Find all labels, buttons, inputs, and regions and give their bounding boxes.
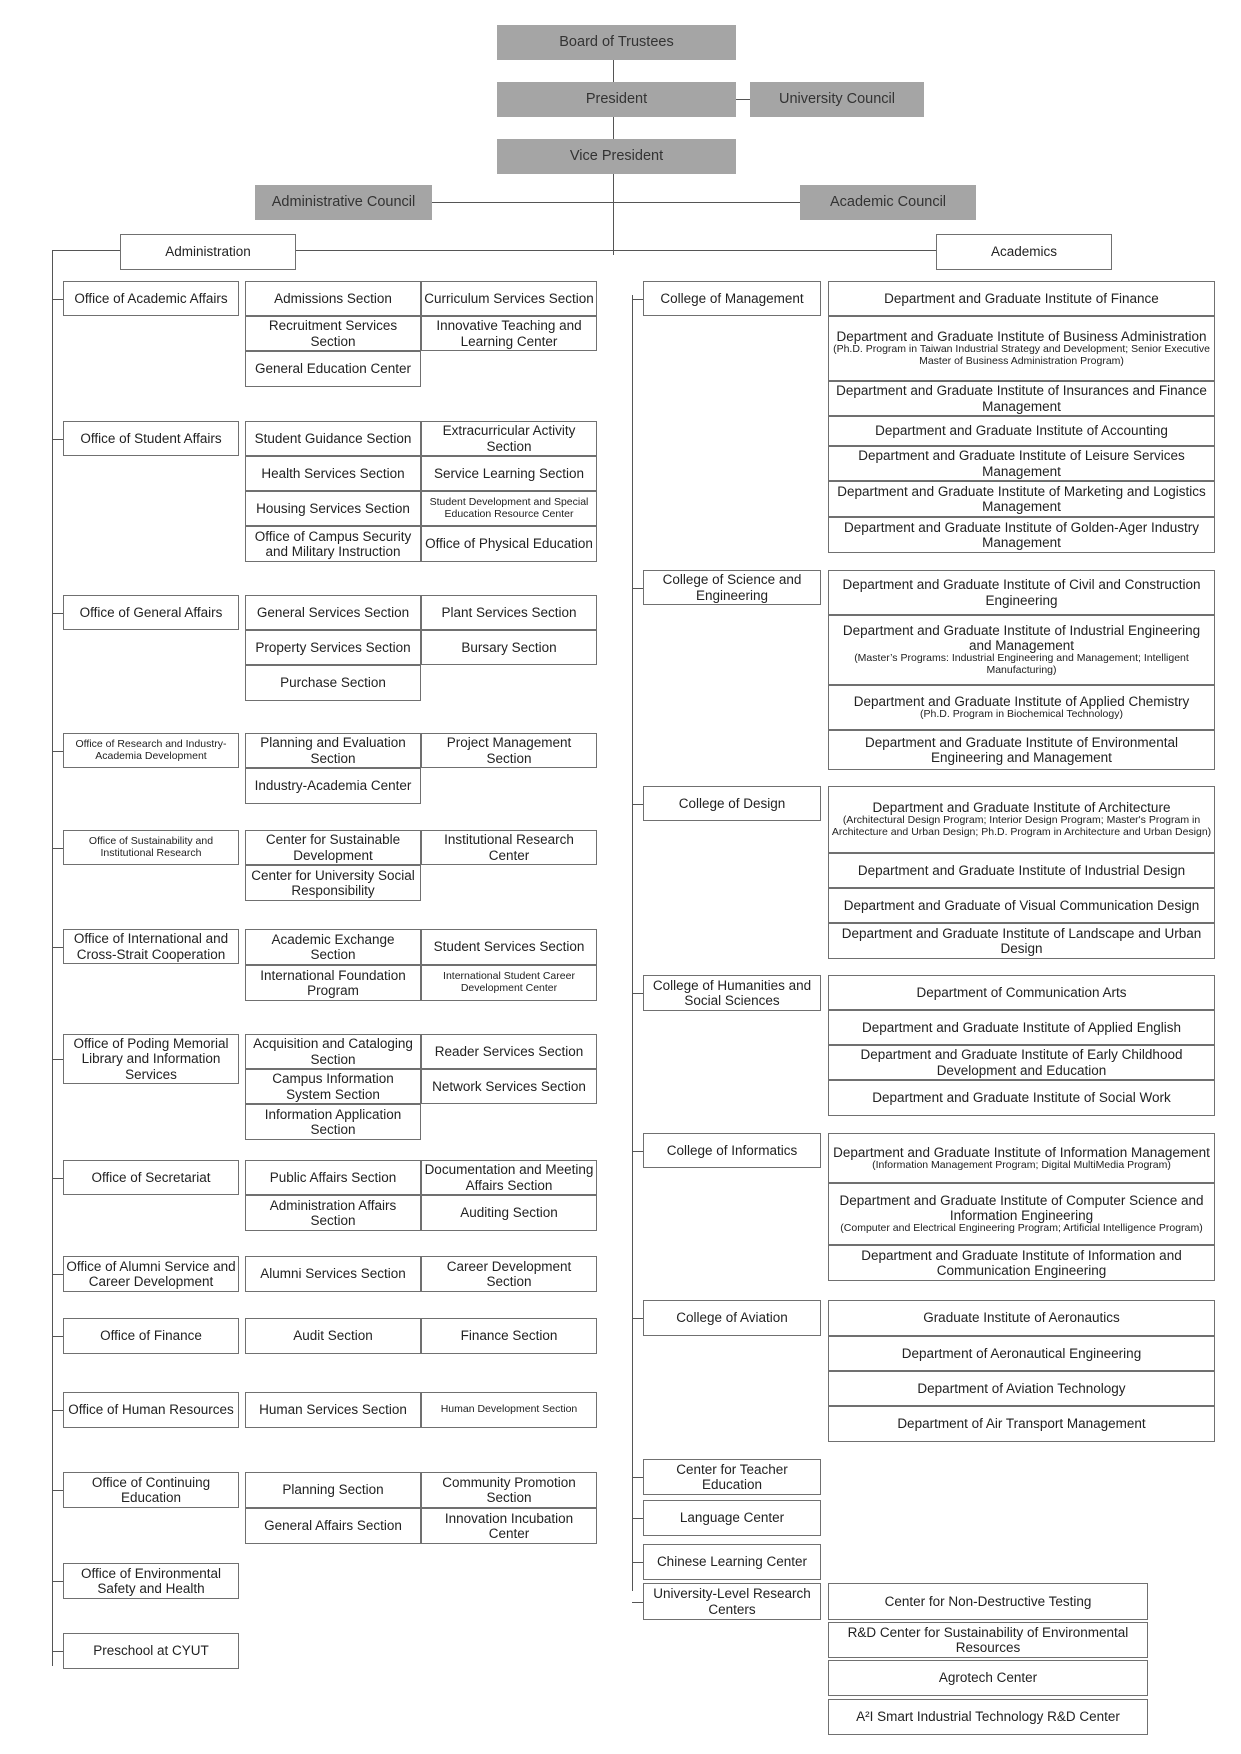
unit-network-services-section-label: Network Services Section [432,1078,586,1094]
unit-general-services-section-label: General Services Section [256,604,410,620]
dept-department-and-graduate-institute-of-golden-ager-industry-management-label: Department and Graduate Institute of Golden-Ager Industry Management [844,519,1199,550]
unit-plant-services-section [421,595,597,630]
unit-health-services-section-label: Health Services Section [261,465,405,481]
college-college-of-aviation-label: College of Aviation [676,1310,788,1326]
admin-trunk [52,250,53,1666]
college-connector [632,1562,643,1563]
dept-department-and-graduate-institute-of-applied-chemistry-label: Department and Graduate Institute of Applied Chemistry [853,694,1190,710]
dept-department-and-graduate-institute-of-applied-english-label: Department and Graduate Institute of Applied English [862,1019,1181,1035]
dept-graduate-institute-of-aeronautics [828,1300,1215,1336]
unit-student-development-and-special-education-resource-center [421,491,597,526]
unit-auditing-section-label: Auditing Section [460,1205,558,1221]
unit-admissions-section-label: Admissions Section [274,290,392,306]
unit-general-affairs-section-label: General Affairs Section [264,1518,402,1534]
unit-project-management-section [421,733,597,768]
office-connector [52,439,63,440]
office-office-of-student-affairs-label: Office of Student Affairs [80,430,222,446]
unit-planning-and-evaluation-section-label: Planning and Evaluation Section [260,735,406,766]
board-of-trustees-label: Board of Trustees [559,34,674,51]
unit-center-for-sustainable-development [245,830,421,865]
unit-purchase-section-label: Purchase Section [280,675,386,691]
dept-agrotech-center-label: Agrotech Center [938,1670,1038,1686]
unit-academic-exchange-section-label: Academic Exchange Section [271,931,395,962]
council-connector [736,99,750,100]
vice-president [497,139,736,174]
dept-department-and-graduate-institute-of-industrial-engineering-and-management [828,615,1215,685]
unit-community-promotion-section-label: Community Promotion Section [442,1474,576,1505]
dept-department-and-graduate-institute-of-computer-science-and-information-engineering-note: (Computer and Electrical Engineering Program; Artificial Intelligence Program) [840,1222,1203,1235]
unit-documentation-and-meeting-affairs-section [421,1160,597,1195]
dept-department-and-graduate-institute-of-environmental-engineering-and-management-label: Department and Graduate Institute of Environmental Engineering and Management [865,734,1178,765]
dept-department-and-graduate-institute-of-civil-and-construction-engineering-label: Department and Graduate Institute of Civil and Construction Engineering [842,577,1201,608]
office-connector [52,848,63,849]
unit-property-services-section-label: Property Services Section [255,639,411,655]
unit-recruitment-services-section-label: Recruitment Services Section [268,318,398,349]
dept-r-d-center-for-sustainability-of-environmental-resources [828,1622,1148,1658]
dept-department-and-graduate-institute-of-business-administration-label: Department and Graduate Institute of Business Administration [836,329,1207,345]
office-office-of-finance-label: Office of Finance [100,1328,202,1344]
college-university-level-research-centers-label: University-Level Research Centers [653,1586,811,1617]
office-connector [52,1490,63,1491]
office-preschool-at-cyut-label: Preschool at CYUT [93,1643,209,1659]
office-office-of-environmental-safety-and-health-label: Office of Environmental Safety and Health [80,1565,222,1596]
college-connector [632,804,643,805]
dept-agrotech-center [828,1660,1148,1696]
unit-campus-information-system-section [245,1069,421,1104]
dept-department-and-graduate-institute-of-information-management-note: (Information Management Program; Digital MultiMedia Program) [872,1158,1171,1171]
college-college-of-science-and-engineering-label: College of Science and Engineering [662,572,802,603]
unit-documentation-and-meeting-affairs-section-label: Documentation and Meeting Affairs Section [424,1162,594,1193]
unit-international-student-career-development-center-label: International Student Career Development Center [443,970,575,994]
college-connector [632,993,643,994]
dept-department-and-graduate-institute-of-business-administration [828,316,1215,381]
unit-office-of-campus-security-and-military-instruction-label: Office of Campus Security and Military Instruction [254,528,412,559]
dept-department-and-graduate-institute-of-early-childhood-development-and-education [828,1045,1215,1080]
administration-branch-label: Administration [165,244,251,260]
dept-department-and-graduate-institute-of-industrial-engineering-and-management-label: Department and Graduate Institute of Industrial Engineering and Management [842,623,1201,654]
dept-department-of-communication-arts [828,975,1215,1010]
office-office-of-human-resources-label: Office of Human Resources [68,1402,234,1418]
unit-innovative-teaching-and-learning-center-label: Innovative Teaching and Learning Center [436,318,582,349]
dept-department-and-graduate-institute-of-early-childhood-development-and-education-label: Department and Graduate Institute of Early Childhood Development and Education [860,1047,1183,1078]
unit-planning-section-label: Planning Section [282,1482,384,1498]
college-center-for-teacher-education [643,1459,821,1495]
unit-student-development-and-special-education-resource-center-label: Student Development and Special Education Resource Center [429,495,589,520]
unit-project-management-section-label: Project Management Section [446,735,572,766]
office-office-of-poding-memorial-library-and-information-services-label: Office of Poding Memorial Library and Information Services [73,1036,229,1082]
college-chinese-learning-center [643,1544,821,1580]
unit-plant-services-section-label: Plant Services Section [441,604,577,620]
dept-department-and-graduate-institute-of-applied-chemistry [828,685,1215,730]
dept-department-and-graduate-institute-of-social-work-label: Department and Graduate Institute of Social Work [872,1090,1171,1106]
office-office-of-alumni-service-and-career-development-label: Office of Alumni Service and Career Development [66,1258,236,1289]
office-office-of-environmental-safety-and-health [63,1563,239,1599]
dept-center-for-non-destructive-testing-label: Center for Non-Destructive Testing [884,1593,1092,1609]
vice-president-label: Vice President [569,148,664,165]
dept-department-of-aviation-technology [828,1371,1215,1406]
dept-department-and-graduate-institute-of-landscape-and-urban-design-label: Department and Graduate Institute of Landscape and Urban Design [841,925,1202,956]
board-of-trustees [497,25,736,60]
unit-bursary-section [421,630,597,665]
unit-general-education-center-label: General Education Center [254,361,412,377]
unit-career-development-section-label: Career Development Section [446,1258,572,1289]
dept-graduate-institute-of-aeronautics-label: Graduate Institute of Aeronautics [923,1310,1120,1326]
dept-a-i-smart-industrial-technology-r-d-center-label: A²I Smart Industrial Technology R&D Center [856,1709,1120,1725]
unit-housing-services-section [245,491,421,526]
unit-reader-services-section [421,1034,597,1069]
unit-housing-services-section-label: Housing Services Section [256,500,410,516]
unit-alumni-services-section [245,1256,421,1292]
college-chinese-learning-center-label: Chinese Learning Center [656,1554,808,1570]
office-office-of-student-affairs [63,421,239,456]
unit-health-services-section [245,456,421,491]
dept-department-and-graduate-institute-of-finance [828,281,1215,316]
unit-student-services-section-label: Student Services Section [433,939,585,955]
dept-department-and-graduate-institute-of-marketing-and-logistics-management [828,481,1215,517]
unit-bursary-section-label: Bursary Section [461,639,557,655]
unit-planning-section [245,1472,421,1508]
college-college-of-design-label: College of Design [678,795,786,811]
dept-department-and-graduate-institute-of-applied-chemistry-note: (Ph.D. Program in Biochemical Technology) [920,708,1123,721]
unit-career-development-section [421,1256,597,1292]
dept-department-and-graduate-institute-of-golden-ager-industry-management [828,517,1215,553]
dept-department-and-graduate-institute-of-information-and-communication-engineering [828,1245,1215,1281]
office-office-of-research-and-industry-academia-development-label: Office of Research and Industry-Academia Development [75,737,227,762]
academics-branch-label: Academics [990,244,1058,260]
university-council-label: University Council [778,91,896,108]
unit-human-services-section [245,1392,421,1428]
unit-purchase-section [245,665,421,701]
unit-extracurricular-activity-section-label: Extracurricular Activity Section [442,423,576,454]
dept-department-and-graduate-institute-of-architecture-note: (Architectural Design Program; Interior Design Program; Master's Program in Architecture and Urban Design; Ph.D. Program in Architecture and Urban Design) [831,814,1212,839]
office-connector [52,1651,63,1652]
unit-office-of-physical-education [421,526,597,562]
unit-student-services-section [421,929,597,965]
unit-curriculum-services-section [421,281,597,316]
unit-recruitment-services-section [245,316,421,351]
academic-council [800,185,976,220]
dept-department-and-graduate-of-visual-communication-design-label: Department and Graduate of Visual Communication Design [843,897,1200,913]
dept-department-of-aeronautical-engineering [828,1336,1215,1371]
college-college-of-management-label: College of Management [660,290,804,306]
unit-institutional-research-center [421,830,597,865]
office-connector [52,751,63,752]
office-connector [52,1336,63,1337]
office-office-of-general-affairs-label: Office of General Affairs [79,604,223,620]
admin-branch-connector [52,250,120,251]
college-college-of-humanities-and-social-sciences [643,975,821,1011]
administrative-council-label: Administrative Council [271,194,416,211]
office-office-of-general-affairs [63,595,239,630]
office-office-of-secretariat [63,1160,239,1195]
unit-extracurricular-activity-section [421,421,597,456]
dept-department-and-graduate-institute-of-civil-and-construction-engineering [828,570,1215,615]
unit-academic-exchange-section [245,929,421,965]
unit-office-of-campus-security-and-military-instruction [245,526,421,562]
college-center-for-teacher-education-label: Center for Teacher Education [676,1461,788,1492]
dept-department-and-graduate-institute-of-insurances-and-finance-management [828,381,1215,416]
unit-auditing-section [421,1195,597,1231]
unit-curriculum-services-section-label: Curriculum Services Section [424,290,594,306]
dept-a-i-smart-industrial-technology-r-d-center [828,1699,1148,1735]
dept-department-and-graduate-institute-of-social-work [828,1080,1215,1116]
unit-student-guidance-section-label: Student Guidance Section [254,430,412,446]
college-connector [632,299,643,300]
college-college-of-informatics-label: College of Informatics [666,1142,798,1158]
dept-department-and-graduate-institute-of-industrial-engineering-and-management-note: (Master’s Programs: Industrial Engineering and Management; Intelligent Manufacturing) [854,652,1189,677]
unit-information-application-section-label: Information Application Section [264,1106,402,1137]
dept-department-and-graduate-institute-of-accounting [828,416,1215,446]
unit-public-affairs-section [245,1160,421,1195]
unit-service-learning-section [421,456,597,491]
unit-innovative-teaching-and-learning-center [421,316,597,351]
office-office-of-academic-affairs [63,281,239,316]
college-college-of-management [643,281,821,316]
dept-department-and-graduate-institute-of-environmental-engineering-and-management [828,730,1215,770]
office-office-of-human-resources [63,1392,239,1428]
unit-planning-and-evaluation-section [245,733,421,768]
unit-information-application-section [245,1104,421,1140]
unit-center-for-sustainable-development-label: Center for Sustainable Development [265,832,401,863]
dept-department-and-graduate-institute-of-information-and-communication-engineering-label: Department and Graduate Institute of Information and Communication Engineering [861,1247,1182,1278]
college-college-of-science-and-engineering [643,570,821,605]
office-connector [52,1178,63,1179]
unit-general-education-center [245,351,421,387]
office-office-of-finance [63,1318,239,1354]
office-connector [52,1581,63,1582]
college-university-level-research-centers [643,1583,821,1620]
unit-international-student-career-development-center [421,965,597,1001]
unit-admissions-section [245,281,421,316]
university-council [750,82,924,117]
unit-human-development-section [421,1392,597,1428]
unit-student-guidance-section [245,421,421,456]
academics-branch [936,234,1112,270]
college-connector [632,1151,643,1152]
dept-department-and-graduate-institute-of-information-management-label: Department and Graduate Institute of Information Management [833,1144,1210,1160]
college-college-of-design [643,786,821,821]
office-office-of-academic-affairs-label: Office of Academic Affairs [74,290,228,306]
office-office-of-alumni-service-and-career-development [63,1256,239,1292]
college-language-center-label: Language Center [679,1510,785,1526]
unit-audit-section-label: Audit Section [293,1328,373,1344]
dept-department-and-graduate-institute-of-industrial-design [828,853,1215,888]
office-office-of-research-and-industry-academia-development [63,733,239,768]
office-connector [52,947,63,948]
unit-office-of-physical-education-label: Office of Physical Education [425,536,593,552]
unit-acquisition-and-cataloging-section-label: Acquisition and Cataloging Section [253,1036,413,1067]
office-preschool-at-cyut [63,1633,239,1669]
unit-center-for-university-social-responsibility [245,865,421,901]
dept-r-d-center-for-sustainability-of-environmental-resources-label: R&D Center for Sustainability of Environmental Resources [847,1624,1129,1655]
unit-administration-affairs-section [245,1195,421,1231]
council-row-connector [432,202,800,203]
college-connector [632,1602,643,1603]
dept-department-and-graduate-institute-of-finance-label: Department and Graduate Institute of Finance [884,290,1159,306]
college-language-center [643,1500,821,1536]
dept-department-and-graduate-of-visual-communication-design [828,888,1215,923]
unit-industry-academia-center-label: Industry-Academia Center [254,778,412,794]
office-office-of-sustainability-and-institutional-research-label: Office of Sustainability and Institutional Research [88,834,214,859]
office-office-of-continuing-education [63,1472,239,1508]
dept-department-and-graduate-institute-of-insurances-and-finance-management-label: Department and Graduate Institute of Insurances and Finance Management [836,383,1207,414]
dept-department-and-graduate-institute-of-information-management [828,1133,1215,1183]
dept-center-for-non-destructive-testing [828,1583,1148,1620]
office-office-of-continuing-education-label: Office of Continuing Education [91,1474,211,1505]
administrative-council [255,185,432,220]
dept-department-and-graduate-institute-of-architecture [828,786,1215,853]
unit-international-foundation-program-label: International Foundation Program [260,967,406,998]
unit-international-foundation-program [245,965,421,1001]
dept-department-and-graduate-institute-of-landscape-and-urban-design [828,923,1215,959]
office-connector [52,613,63,614]
college-college-of-aviation [643,1300,821,1336]
office-connector [52,1274,63,1275]
unit-institutional-research-center-label: Institutional Research Center [444,832,574,863]
unit-human-services-section-label: Human Services Section [259,1402,407,1418]
dept-department-and-graduate-institute-of-business-administration-note: (Ph.D. Program in Taiwan Industrial Strategy and Development; Senior Executive Master of Business Administration Program) [833,343,1210,368]
unit-finance-section [421,1318,597,1354]
branch-connector [296,250,938,251]
unit-audit-section [245,1318,421,1354]
unit-community-promotion-section [421,1472,597,1508]
unit-center-for-university-social-responsibility-label: Center for University Social Responsibility [251,867,415,898]
president-label: President [585,91,648,108]
office-connector [52,1059,63,1060]
dept-department-of-communication-arts-label: Department of Communication Arts [916,984,1127,1000]
unit-finance-section-label: Finance Section [460,1328,558,1344]
dept-department-and-graduate-institute-of-industrial-design-label: Department and Graduate Institute of Industrial Design [857,862,1186,878]
unit-innovation-incubation-center [421,1508,597,1544]
dept-department-and-graduate-institute-of-computer-science-and-information-engineering-label: Department and Graduate Institute of Computer Science and Information Engineering [839,1193,1204,1224]
dept-department-and-graduate-institute-of-architecture-label: Department and Graduate Institute of Architecture [872,800,1171,816]
unit-administration-affairs-section-label: Administration Affairs Section [269,1197,397,1228]
unit-general-affairs-section [245,1508,421,1544]
college-connector [632,1318,643,1319]
dept-department-of-aviation-technology-label: Department of Aviation Technology [917,1380,1126,1396]
unit-reader-services-section-label: Reader Services Section [434,1043,584,1059]
office-office-of-secretariat-label: Office of Secretariat [91,1169,211,1185]
unit-campus-information-system-section-label: Campus Information System Section [272,1071,394,1102]
unit-industry-academia-center [245,768,421,804]
office-office-of-international-and-cross-strait-cooperation-label: Office of International and Cross-Strait Cooperation [73,931,229,962]
unit-property-services-section [245,630,421,665]
office-connector [52,1410,63,1411]
dept-department-and-graduate-institute-of-accounting-label: Department and Graduate Institute of Accounting [875,423,1168,439]
college-college-of-humanities-and-social-sciences-label: College of Humanities and Social Sciences [652,977,812,1008]
unit-public-affairs-section-label: Public Affairs Section [269,1169,397,1185]
office-office-of-poding-memorial-library-and-information-services [63,1034,239,1084]
unit-acquisition-and-cataloging-section [245,1034,421,1069]
unit-general-services-section [245,595,421,630]
unit-innovation-incubation-center-label: Innovation Incubation Center [444,1510,574,1541]
dept-department-and-graduate-institute-of-leisure-services-management-label: Department and Graduate Institute of Leisure Services Management [858,448,1185,479]
academic-council-label: Academic Council [829,194,947,211]
college-connector [632,1477,643,1478]
dept-department-of-air-transport-management [828,1406,1215,1442]
office-office-of-sustainability-and-institutional-research [63,830,239,865]
dept-department-of-aeronautical-engineering-label: Department of Aeronautical Engineering [901,1345,1142,1361]
college-college-of-informatics [643,1133,821,1168]
college-connector [632,1518,643,1519]
president [497,82,736,117]
administration-branch [120,234,296,270]
unit-service-learning-section-label: Service Learning Section [433,465,585,481]
academic-trunk [632,295,633,1591]
dept-department-and-graduate-institute-of-applied-english [828,1010,1215,1045]
office-connector [52,299,63,300]
college-connector [632,588,643,589]
office-office-of-international-and-cross-strait-cooperation [63,929,239,964]
dept-department-and-graduate-institute-of-computer-science-and-information-engineering [828,1183,1215,1245]
dept-department-and-graduate-institute-of-leisure-services-management [828,446,1215,481]
unit-network-services-section [421,1069,597,1104]
dept-department-of-air-transport-management-label: Department of Air Transport Management [897,1416,1146,1432]
unit-alumni-services-section-label: Alumni Services Section [260,1266,406,1282]
dept-department-and-graduate-institute-of-marketing-and-logistics-management-label: Department and Graduate Institute of Marketing and Logistics Management [837,483,1206,514]
unit-human-development-section-label: Human Development Section [440,1403,578,1416]
